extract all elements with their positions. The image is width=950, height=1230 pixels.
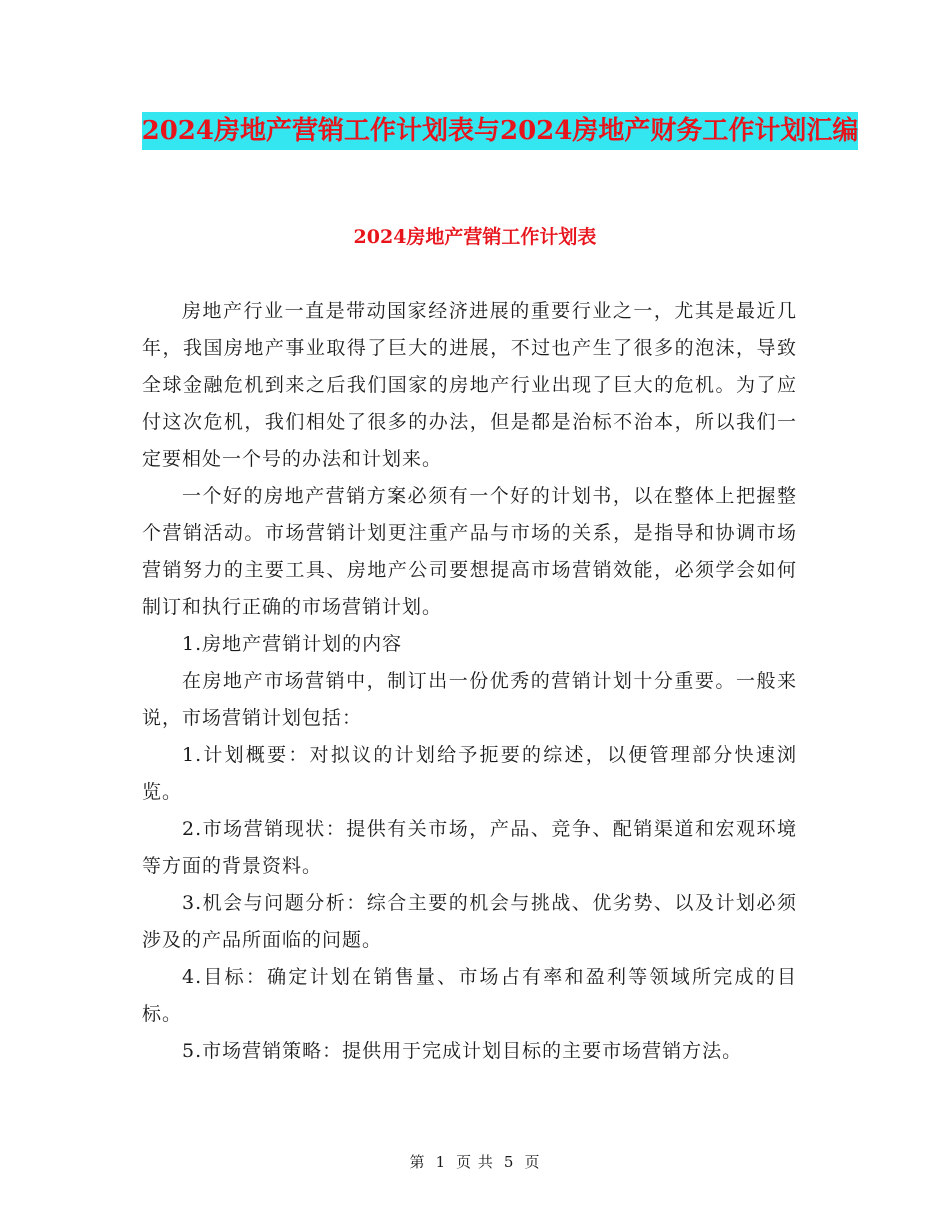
section-title: 2024房地产营销工作计划表 xyxy=(353,226,597,248)
document-body xyxy=(142,293,797,1070)
list-item: 2.市场营销现状：提供有关市场，产品、竞争、配销渠道和宏观环境等方面的背景资料。 xyxy=(142,818,797,877)
paragraph: 在房地产市场营销中，制订出一份优秀的营销计划十分重要。一般来说，市场营销计划包括： xyxy=(142,670,797,729)
paragraph: 一个好的房地产营销方案必须有一个好的计划书，以在整体上把握整个营销活动。市场营销计划更注重产品与市场的关系，是指导和协调市场营销努力的主要工具、房地产公司要想提高市场营销效能，必须学会如何制订和执行正确的市场营销计划。 xyxy=(142,485,797,618)
page-suffix: 页 xyxy=(524,1153,541,1171)
list-item: 5.市场营销策略：提供用于完成计划目标的主要市场营销方法。 xyxy=(182,1040,743,1062)
page-total: 5 xyxy=(503,1153,515,1171)
document-title-text: 2024房地产营销工作计划表与2024房地产财务工作计划汇编 xyxy=(142,112,859,150)
list-item: 3.机会与问题分析：综合主要的机会与挑战、优劣势、以及计划必须涉及的产品所面临的问题。 xyxy=(142,892,797,951)
page-number: 1 xyxy=(435,1153,447,1171)
list-item: 1.计划概要：对拟议的计划给予扼要的综述，以便管理部分快速浏览。 xyxy=(142,744,797,803)
page-footer xyxy=(0,1152,950,1172)
page-prefix: 第 xyxy=(409,1153,426,1171)
paragraph: 房地产行业一直是带动国家经济进展的重要行业之一，尤其是最近几年，我国房地产事业取得了巨大的进展，不过也产生了很多的泡沫，导致全球金融危机到来之后我们国家的房地产行业出现了巨大的危机。为了应付这次危机，我们相处了很多的办法，但是都是治标不治本，所以我们一定要相处一个号的办法和计划来。 xyxy=(142,300,797,470)
list-item: 4.目标：确定计划在销售量、市场占有率和盈利等领域所完成的目标。 xyxy=(142,966,797,1025)
paragraph: 1.房地产营销计划的内容 xyxy=(182,633,403,655)
page-mid: 页 共 xyxy=(456,1153,494,1171)
document-title xyxy=(120,108,880,154)
